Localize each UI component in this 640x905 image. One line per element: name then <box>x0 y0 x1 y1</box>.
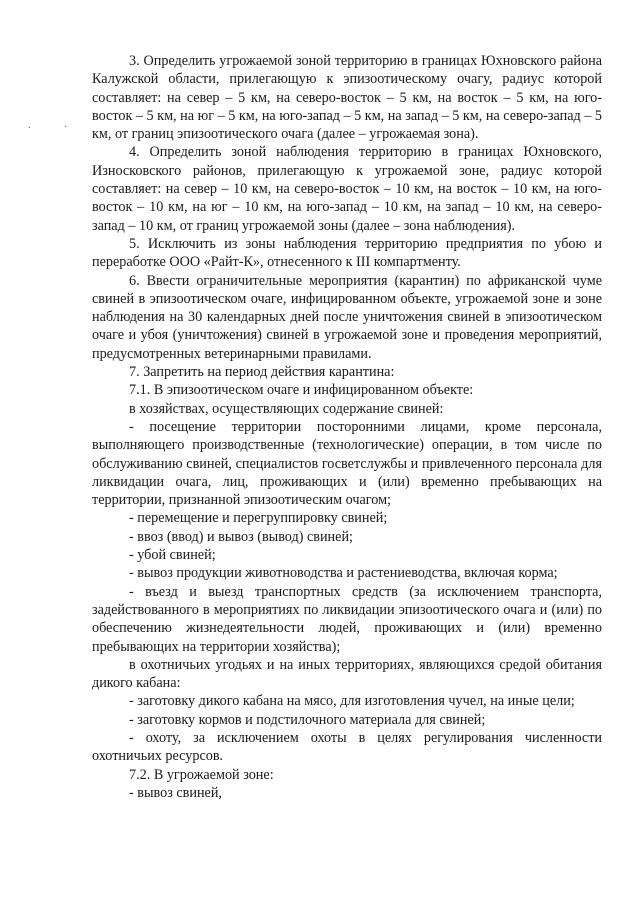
list-item: - заготовку кормов и подстилочного материала для свиней; <box>129 711 486 728</box>
document-body <box>92 52 602 802</box>
list-item: - въезд и выезд транспортных средств (за исключением транспорта, задействованного в мероприятиях по ликвидации эпизоотического очага и (или) по обеспечению жизнедеятельности людей, проживающих и (или) временно пребывающих на территории хозяйства); <box>92 583 602 655</box>
paragraph-item-5: 5. Исключить из зоны наблюдения территорию предприятия по убою и переработке ООО «Райт-К», отнесенного к III компартменту. <box>92 235 602 271</box>
list-item: - вывоз свиней, <box>129 784 222 801</box>
subsection-7-2-heading: 7.2. В угрожаемой зоне: <box>129 766 274 783</box>
scan-speck: . <box>28 120 31 131</box>
list-item: - ввоз (ввод) и вывоз (вывод) свиней; <box>129 528 353 545</box>
pig-farms-intro: в хозяйствах, осуществляющих содержание свиней: <box>129 400 444 417</box>
list-item: - посещение территории посторонними лицами, кроме персонала, выполняющего производственные (технологические) операции, в том числе по обслуживанию свиней, специалистов госветслужбы и привлеченного персонала для ликвидации очага, лиц, проживающих и (или) временно пребывающих на территории, признанной эпизоотическим очагом; <box>92 418 602 509</box>
paragraph-item-4: 4. Определить зоной наблюдения территорию в границах Юхновского, Износковского районов, прилегающую к угрожаемой зоне, радиус которой составляет: на север – 10 км, на северо-восток – 10 км, на восток – 10 км, на юго-восток – 10 км, на юг – 10 км, на юго-запад – 10 км, на запад – 10 км, на северо-запад – 10 км, от границ угрожаемой зоны (далее – зона наблюдения). <box>92 144 602 234</box>
subsection-7-1-heading: 7.1. В эпизоотическом очаге и инфицированном объекте: <box>129 382 474 399</box>
paragraph-item-7: 7. Запретить на период действия карантина: <box>129 364 395 381</box>
list-item: - заготовку дикого кабана на мясо, для изготовления чучел, на иные цели; <box>129 693 575 710</box>
list-item: - вывоз продукции животноводства и растениеводства, включая корма; <box>129 565 558 582</box>
paragraph-item-3: 3. Определить угрожаемой зоной территорию в границах Юхновского района Калужской области, прилегающую к эпизоотическому очагу, радиус которой составляет: на север – 5 км, на северо-восток – 5 км, на восток – 5 км, на юго-восток – 5 км, на юг – 5 км, на юго-запад – 5 км, на запад – 5 км, на северо-запад – 5 км, от границ эпизоотического очага (далее – угрожаемая зона). <box>92 53 602 143</box>
list-item: - убой свиней; <box>129 547 216 564</box>
list-item: - охоту, за исключением охоты в целях регулирования численности охотничьих ресурсов. <box>92 729 602 765</box>
hunting-grounds-intro: в охотничьих угодьях и на иных территориях, являющихся средой обитания дикого кабана: <box>92 656 602 692</box>
scan-speck: · <box>64 122 68 133</box>
list-item: - перемещение и перегруппировку свиней; <box>129 510 388 527</box>
paragraph-item-6: 6. Ввести ограничительные мероприятия (карантин) по африканской чуме свиней в эпизоотическом очаге, инфицированном объекте, угрожаемой зоне и зоне наблюдения на 30 календарных дней после уничтожения свиней в эпизоотическом очаге и убоя (уничтожения) свиней в угрожаемой зоне и проведения мероприятий, предусмотренных ветеринарными правилами. <box>92 272 602 362</box>
